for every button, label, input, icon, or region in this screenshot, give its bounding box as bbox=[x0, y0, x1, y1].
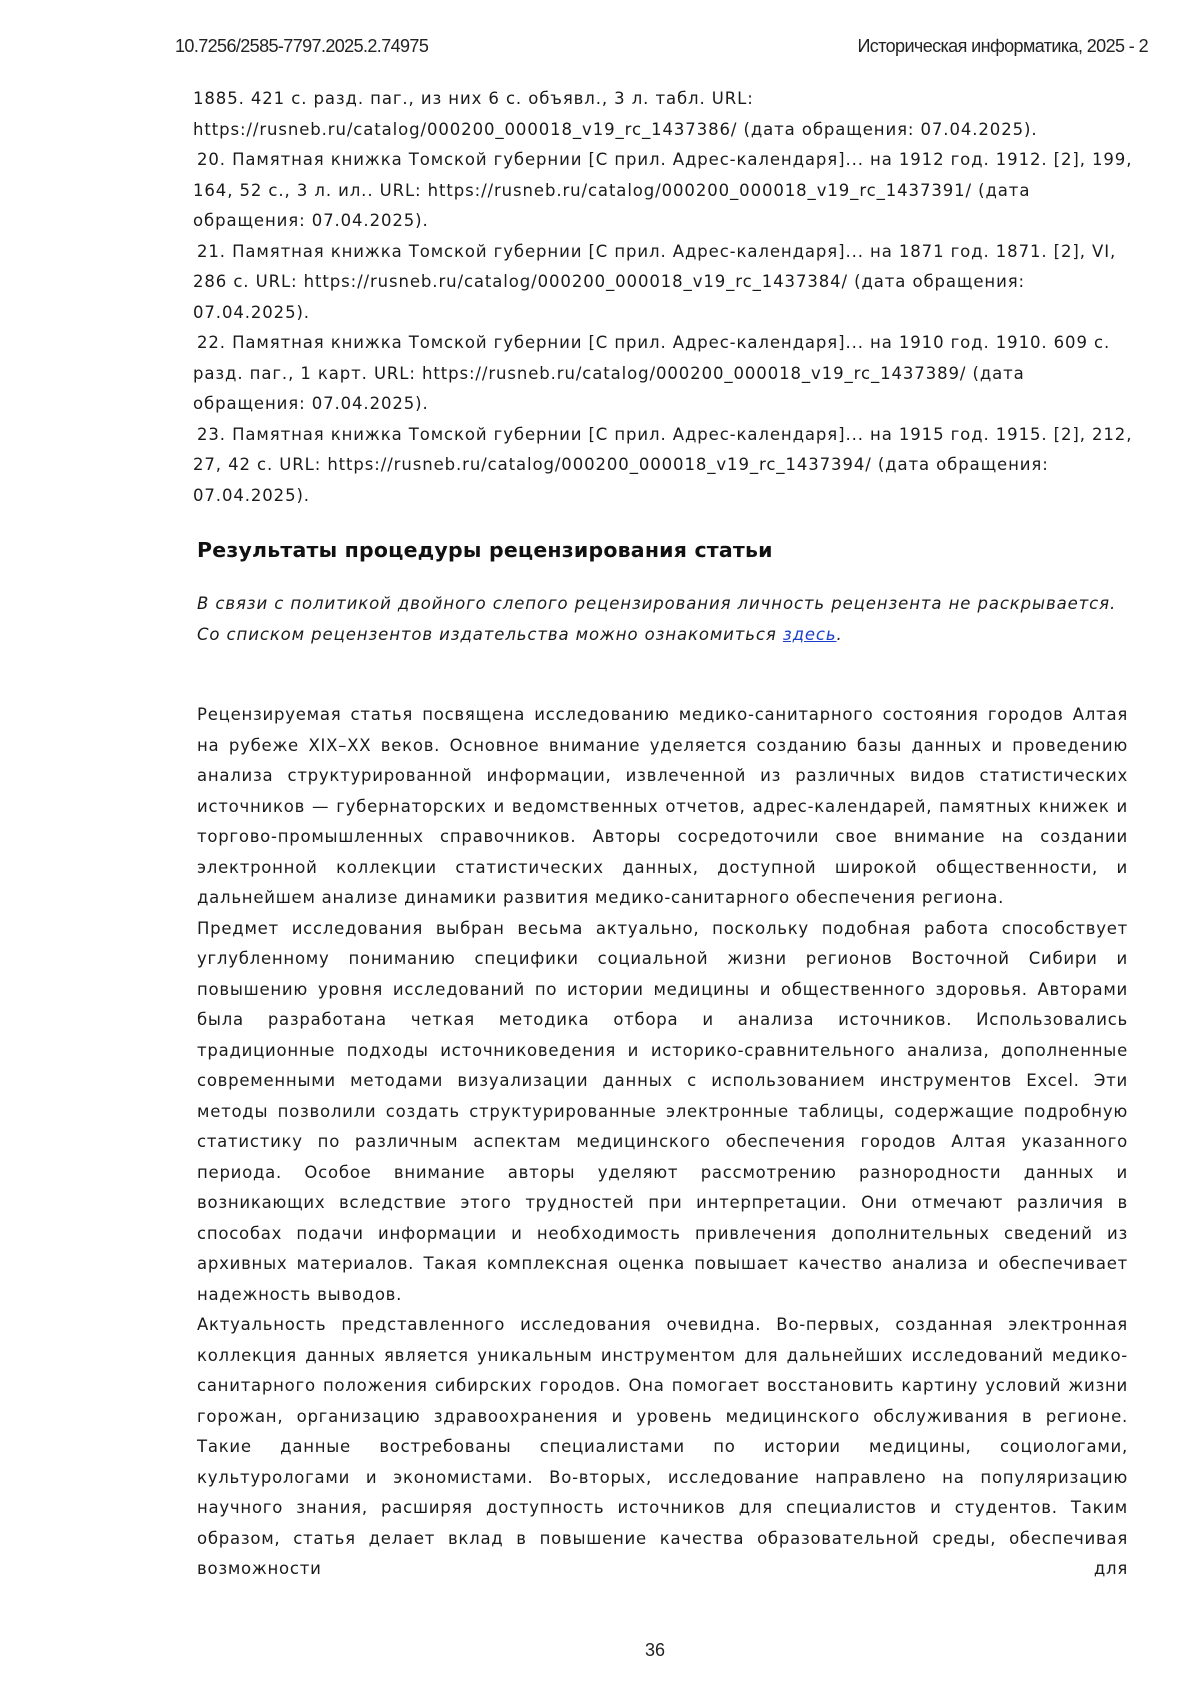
review-note-line bbox=[197, 620, 1127, 651]
page-number: 36 bbox=[644, 1640, 666, 1660]
reference-item: 22. Памятная книжка Томской губернии [С прил. Адрес-календаря]... на 1910 год. 1910. 609 с. разд. паг., 1 карт. URL: https://rusneb.ru/catalog/000200_000018_v19_rc_1437389/ (дата обращения: 07.04.2025). bbox=[193, 333, 1111, 413]
journal-title: Историческая информатика, 2025 - 2 bbox=[857, 36, 1148, 56]
review-note-suffix: . bbox=[836, 624, 843, 644]
review-note-line: В связи с политикой двойного слепого рецензирования личность рецензента не раскрывается. bbox=[197, 594, 1117, 613]
review-paragraph: Предмет исследования выбран весьма актуально, поскольку подобная работа способствует углубленному пониманию специфики социальной жизни регионов Восточной Сибири и повышению уровня исследований по истории медицины и общественного здоровья. Авторами была разработана четкая методика отбора и анализа источников. Использовались традиционные подходы источниковедения и историко-сравнительного анализа, дополненные современными методами визуализации данных с использованием инструментов Excel. Эти методы позволили создать структурированные электронные таблицы, содержащие подробную статистику по различным аспектам медицинского обеспечения городов Алтая указанного периода. Особое внимание авторы уделяют рассмотрению разнородности данных и возникающих вследствие этого трудностей при интерпретации. Они отмечают различия в способах подачи информации и необходимость привлечения дополнительных сведений из архивных материалов. Такая комплексная оценка повышает качество анализа и обеспечивает надежность выводов. bbox=[197, 918, 1128, 1304]
reference-item: 20. Памятная книжка Томской губернии [С прил. Адрес-календаря]... на 1912 год. 1912. [2], 199, 164, 52 с., 3 л. ил.. URL: https://rusneb.ru/catalog/000200_000018_v19_rc_1437391/ (дата обращения: 07.04.2025). bbox=[193, 150, 1133, 230]
doi-text: 10.7256/2585-7797.2025.2.74975 bbox=[175, 36, 429, 56]
review-note-prefix: Со списком рецензентов издательства можно ознакомиться bbox=[197, 624, 783, 644]
review-note bbox=[197, 589, 1127, 650]
review-paragraph: Актуальность представленного исследования очевидна. Во-первых, созданная электронная коллекция данных является уникальным инструментом для дальнейших исследований медико-санитарного положения сибирских городов. Она помогает восстановить картину условий жизни горожан, организацию здравоохранения и уровень медицинского обслуживания в регионе. Такие данные востребованы специалистами по истории медицины, социологами, культурологами и экономистами. Во-вторых, исследование направлено на популяризацию научного знания, расширяя доступность источников для специалистов и студентов. Таким образом, статья делает вклад в повышение качества образовательной среды, обеспечивая возможности для bbox=[197, 1315, 1128, 1578]
page-header bbox=[175, 36, 1148, 62]
reference-list bbox=[193, 84, 1133, 511]
reference-item: 23. Памятная книжка Томской губернии [С прил. Адрес-календаря]... на 1915 год. 1915. [2], 212, 27, 42 с. URL: https://rusneb.ru/catalog/000200_000018_v19_rc_1437394/ (дата обращения: 07.04.2025). bbox=[193, 424, 1133, 505]
section-title: Результаты процедуры рецензирования статьи bbox=[197, 538, 773, 562]
reviewers-link[interactable]: здесь bbox=[782, 624, 837, 644]
review-body bbox=[197, 700, 1128, 1585]
reference-item: 21. Памятная книжка Томской губернии [С прил. Адрес-календаря]... на 1871 год. 1871. [2], VI, 286 с. URL: https://rusneb.ru/catalog/000200_000018_v19_rc_1437384/ (дата обращения: 07.04.2025). bbox=[193, 241, 1117, 322]
reference-item: 1885. 421 с. разд. паг., из них 6 с. объявл., 3 л. табл. URL: https://rusneb.ru/catalog/000200_000018_v19_rc_1437386/ (дата обращения: 07.04.2025). bbox=[193, 89, 1038, 139]
review-paragraph: Рецензируемая статья посвящена исследованию медико-санитарного состояния городов Алтая на рубеже XIX–XX веков. Основное внимание уделяется созданию базы данных и проведению анализа структурированной информации, извлеченной из различных видов статистических источников — губернаторских и ведомственных отчетов, адрес-календарей, памятных книжек и торгово-промышленных справочников. Авторы сосредоточили свое внимание на создании электронной коллекции статистических данных, доступной широкой общественности, и дальнейшем анализе динамики развития медико-санитарного обеспечения региона. bbox=[197, 705, 1128, 907]
